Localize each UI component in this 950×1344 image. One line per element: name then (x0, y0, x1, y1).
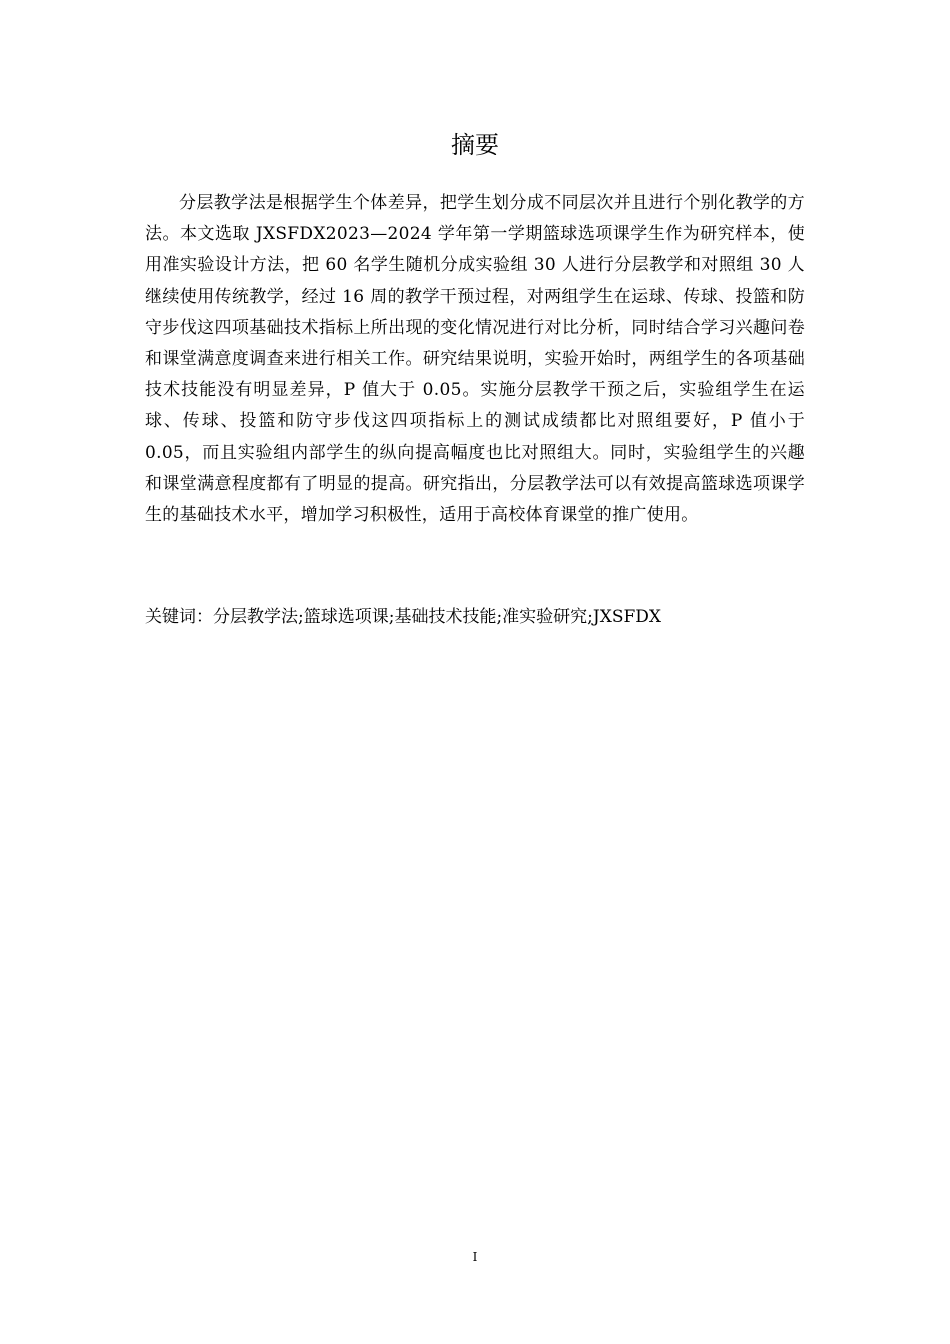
abstract-paragraph: 分层教学法是根据学生个体差异，把学生划分成不同层次并且进行个别化教学的方法。本文选取 JXSFDX2023—2024 学年第一学期篮球选项课学生作为研究样本，使用准实验设计方法，把 60 名学生随机分成实验组 30 人进行分层教学和对照组 30 人继续使用传统教学，经过 16 周的教学干预过程，对两组学生在运球、传球、投篮和防守步伐这四项基础技术指标上所出现的变化情况进行对比分析，同时结合学习兴趣问卷和课堂满意度调查来进行相关工作。研究结果说明，实验开始时，两组学生的各项基础技术技能没有明显差异，P 值大于 0.05。实施分层教学干预之后，实验组学生在运球、传球、投篮和防守步伐这四项指标上的测试成绩都比对照组要好，P 值小于 0.05，而且实验组内部学生的纵向提高幅度也比对照组大。同时，实验组学生的兴趣和课堂满意程度都有了明显的提高。研究指出，分层教学法可以有效提高篮球选项课学生的基础技术水平，增加学习积极性，适用于高校体育课堂的推广使用。 (145, 193, 805, 526)
keywords-text: 分层教学法;篮球选项课;基础技术技能;准实验研究;JXSFDX (213, 607, 662, 627)
page-number: I (472, 1250, 478, 1264)
keywords-line (145, 602, 845, 633)
page-title: 摘要 (451, 131, 499, 159)
keywords-label: 关键词： (145, 607, 213, 627)
